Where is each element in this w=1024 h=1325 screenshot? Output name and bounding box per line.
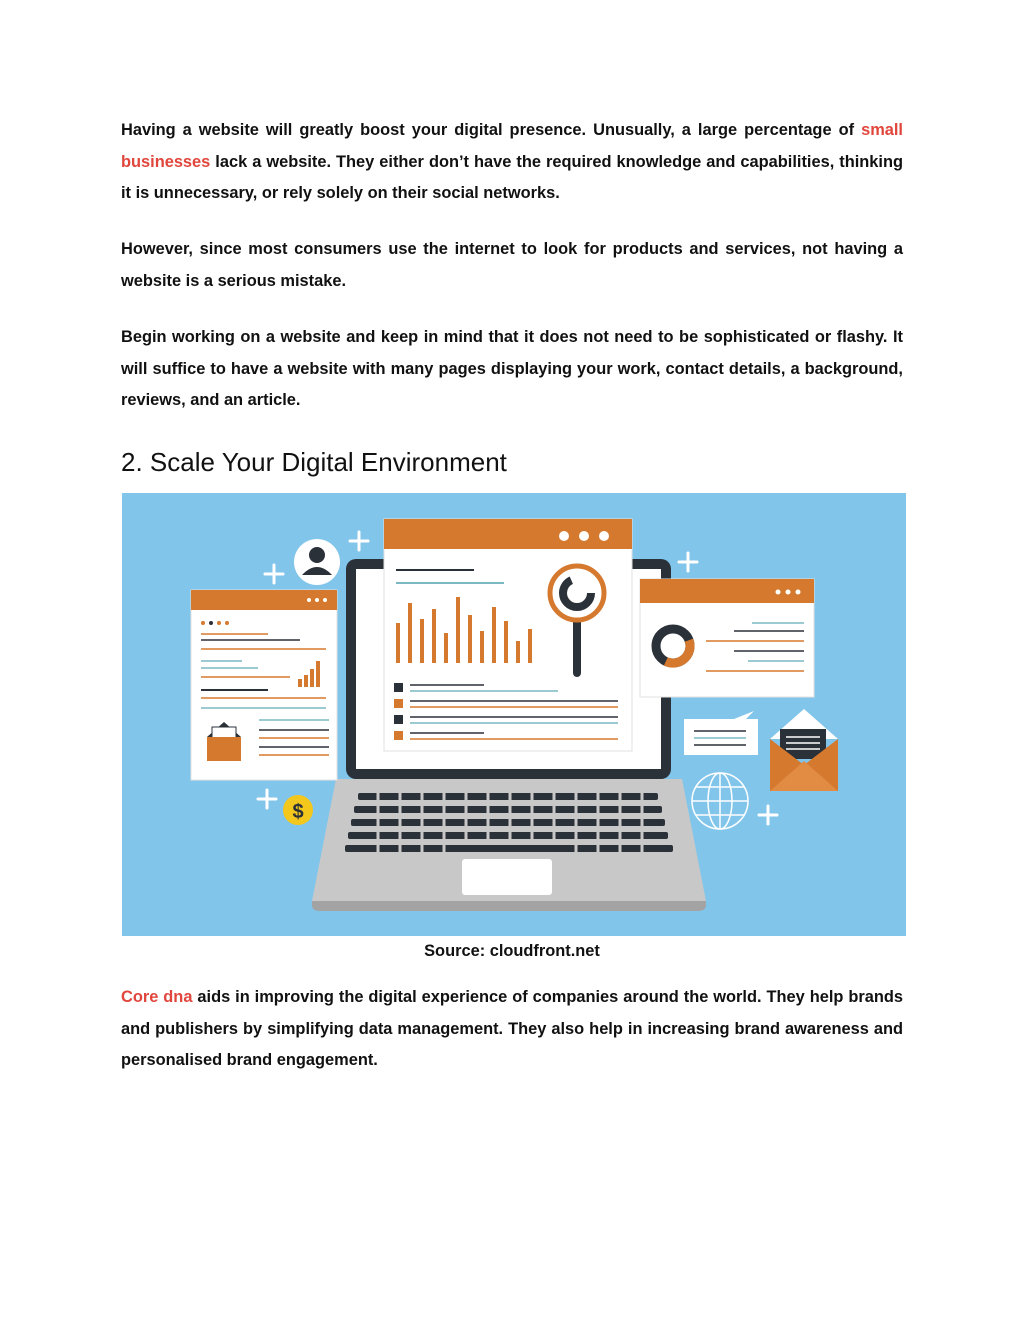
digital-environment-illustration (122, 493, 906, 936)
chat-bubble-icon (684, 711, 758, 755)
core-dna-link[interactable]: Core dna (121, 988, 193, 1006)
dollar-sign: $ (292, 801, 304, 823)
paragraph-text: lack a website. They either don’t have the required knowledge and capabilities, thinking it is unnecessary, or rely solely on their social networks. (121, 152, 903, 202)
paragraph-begin-website: Begin working on a website and keep in mind that it does not need to be sophisticated or flashy. It will suffice to have a website with many pages displaying your work, contact details, a background, reviews, and an article. (121, 328, 903, 409)
paragraph-text: Having a website will greatly boost your digital presence. Unusually, a large percentage of (121, 121, 862, 139)
analytics-window (384, 519, 632, 751)
paragraph-text: aids in improving the digital experience of companies around the world. They help brands and publishers by simplifying data management. They also help in increasing brand awareness and personalised brand engagement. (121, 988, 903, 1069)
user-avatar-icon (294, 539, 340, 585)
small-businesses-link[interactable]: small businesses (121, 121, 903, 171)
globe-icon (692, 773, 748, 829)
mail-icon (770, 709, 838, 791)
envelope-icon (207, 722, 241, 761)
paragraph-consumers: However, since most consumers use the internet to look for products and services, not having a website is a serious mistake. (121, 240, 903, 290)
figure-caption: Source: cloudfront.net (424, 942, 600, 960)
paragraph-website-presence (121, 115, 903, 210)
document-window (191, 590, 337, 780)
section-heading: 2. Scale Your Digital Environment (121, 447, 507, 477)
paragraph-core-dna (121, 982, 903, 1077)
donut-chart-window (640, 579, 814, 697)
dollar-coin-icon (283, 795, 313, 825)
